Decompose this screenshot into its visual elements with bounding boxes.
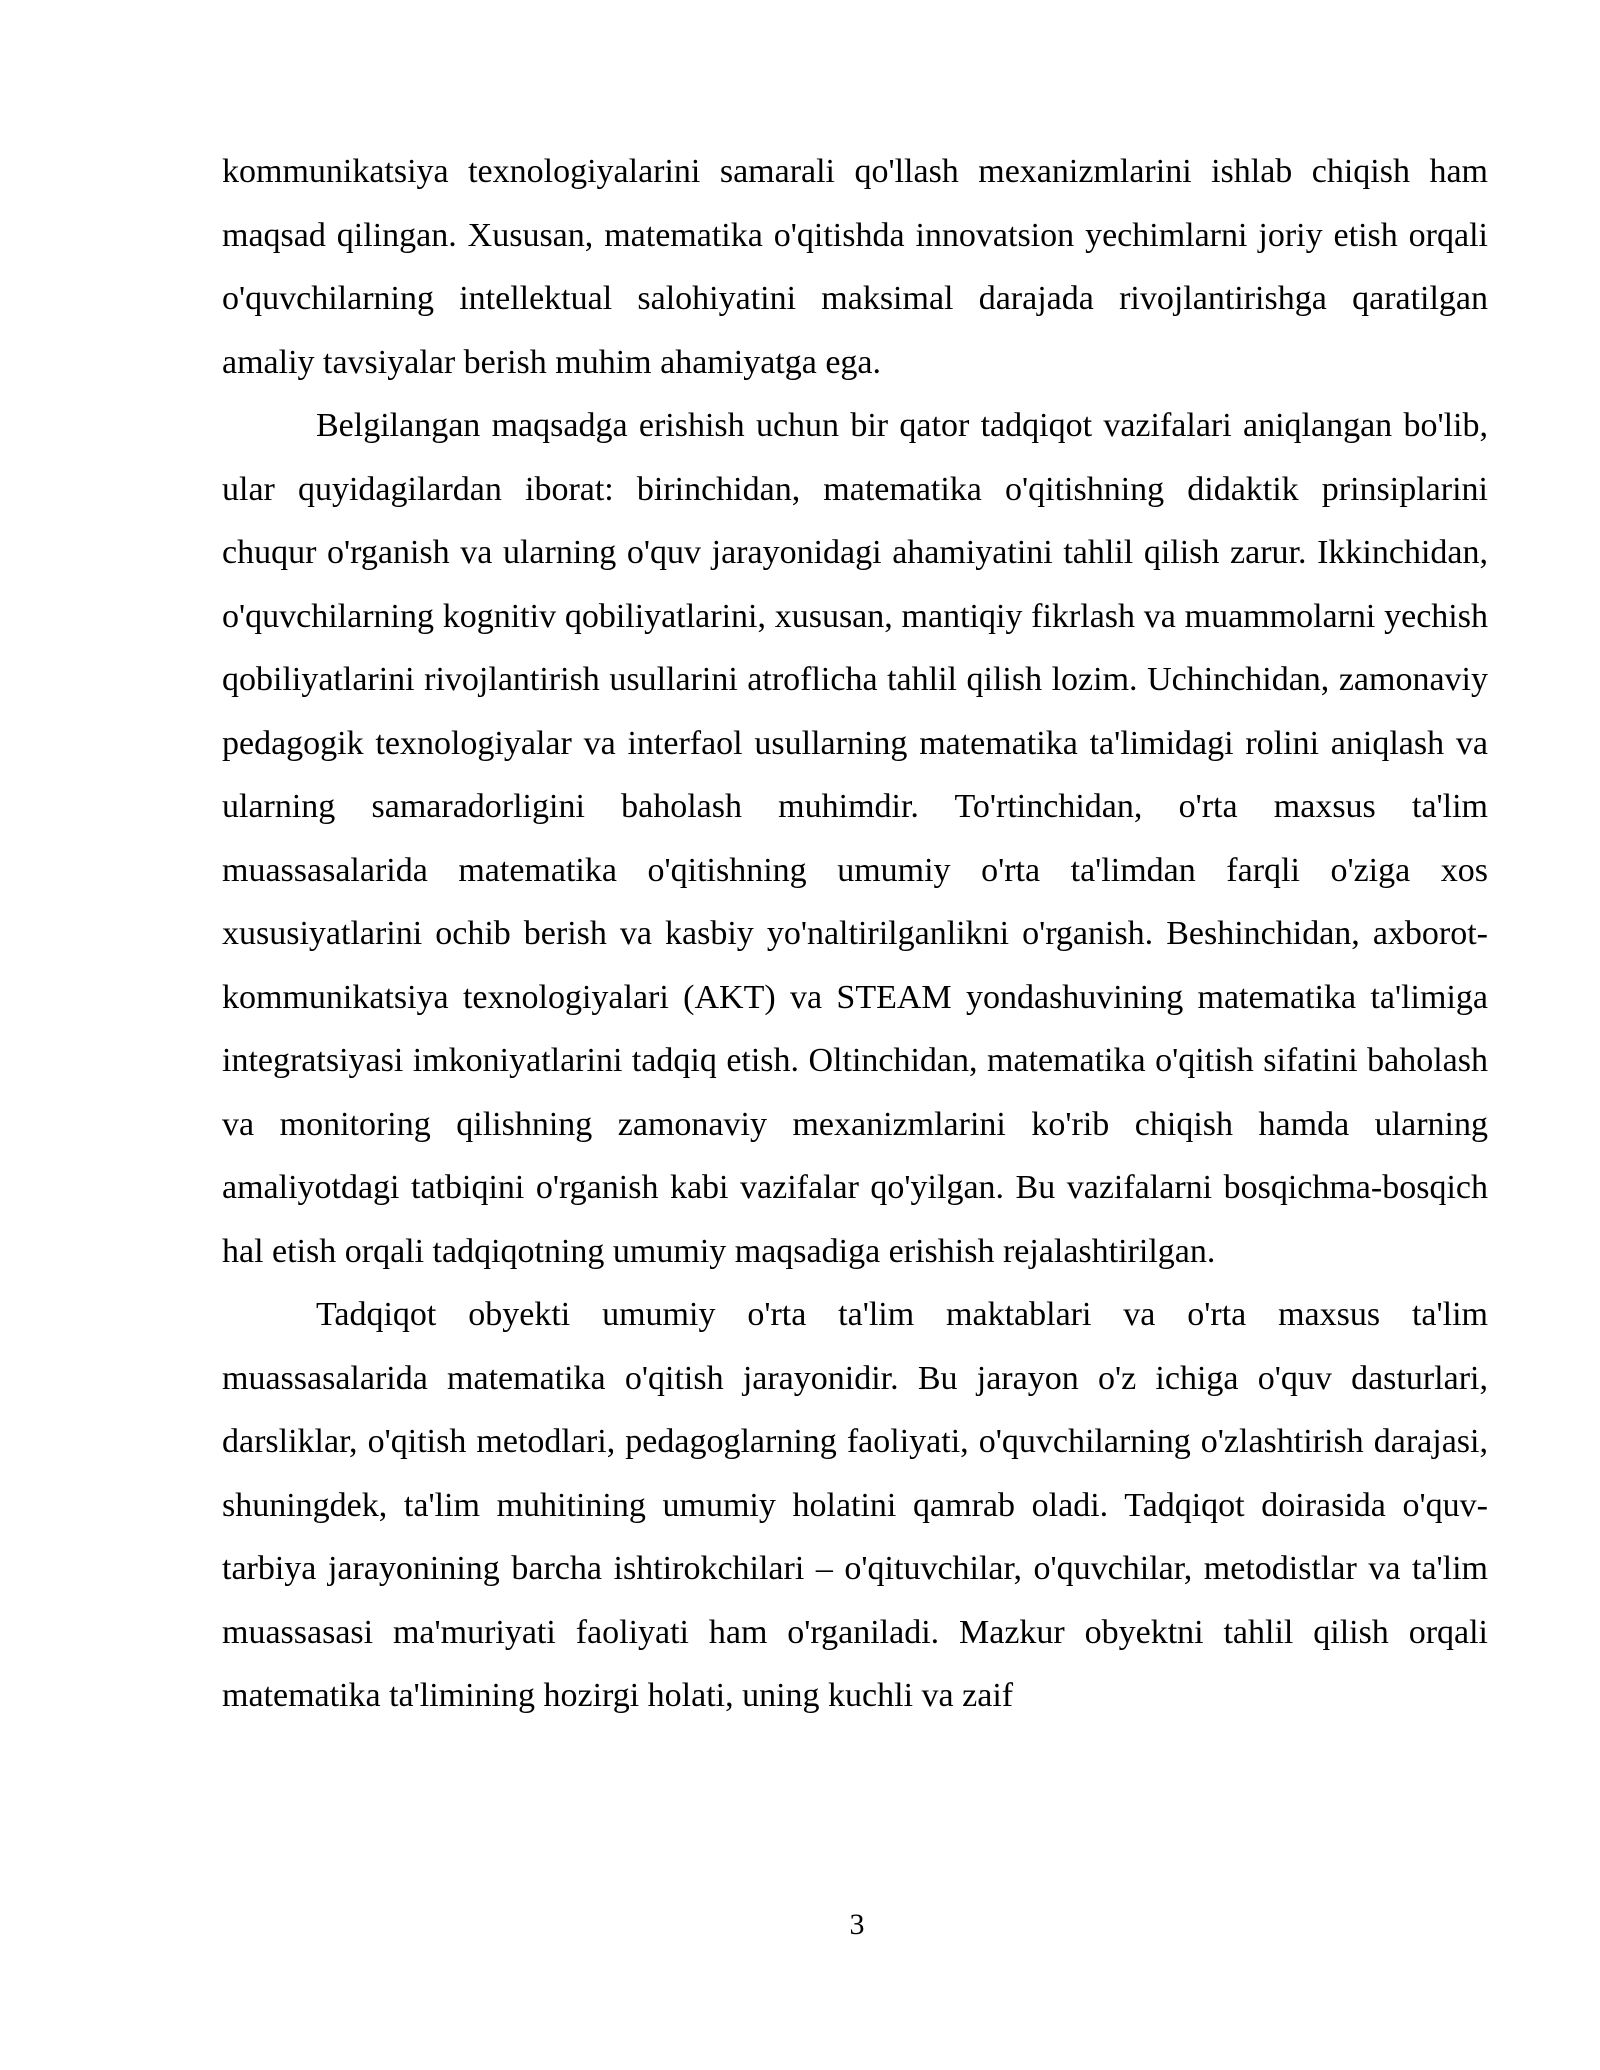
page-number: 3 <box>849 1908 865 1941</box>
body-text <box>222 140 1488 1728</box>
paragraph-continuation: kommunikatsiya texnologiyalarini samarali qo'llash mexanizmlarini ishlab chiqish ham maqsad qilingan. Xususan, matematika o'qitishda innovatsion yechimlarni joriy etish orqali o'quvchilarning intellektual salohiyatini maksimal darajada rivojlantirishga qaratilgan amaliy tavsiyalar berish muhim ahamiyatga ega. <box>222 153 1488 381</box>
paragraph-research-tasks: Belgilangan maqsadga erishish uchun bir qator tadqiqot vazifalari aniqlangan bo'lib, ular quyidagilardan iborat: birinchidan, matematika o'qitishning didaktik prinsiplarini chuqur o'rganish va ularning o'quv jarayonidagi ahamiyatini tahlil qilish zarur. Ikkinchidan, o'quvchilarning kognitiv qobiliyatlarini, xususan, mantiqiy fikrlash va muammolarni yechish qobiliyatlarini rivojlantirish usullarini atroflicha tahlil qilish lozim. Uchinchidan, zamonaviy pedagogik texnologiyalar va interfaol usullarning matematika ta'limidagi rolini aniqlash va ularning samaradorligini baholash muhimdir. To'rtinchidan, o'rta maxsus ta'lim muassasalarida matematika o'qitishning umumiy o'rta ta'limdan farqli o'ziga xos xususiyatlarini ochib berish va kasbiy yo'naltirilganlikni o'rganish. Beshinchidan, axborot-kommunikatsiya texnologiyalari (AKT) va STEAM yondashuvining matematika ta'limiga integratsiyasi imkoniyatlarini tadqiq etish. Oltinchidan, matematika o'qitish sifatini baholash va monitoring qilishning zamonaviy mexanizmlarini ko'rib chiqish hamda ularning amaliyotdagi tatbiqini o'rganish kabi vazifalar qo'yilgan. Bu vazifalarni bosqichma-bosqich hal etish orqali tadqiqotning umumiy maqsadiga erishish rejalashtirilgan. <box>222 407 1488 1270</box>
paragraph-research-object: Tadqiqot obyekti umumiy o'rta ta'lim maktablari va o'rta maxsus ta'lim muassasalarida matematika o'qitish jarayonidir. Bu jarayon o'z ichiga o'quv dasturlari, darsliklar, o'qitish metodlari, pedagoglarning faoliyati, o'quvchilarning o'zlashtirish darajasi, shuningdek, ta'lim muhitining umumiy holatini qamrab oladi. Tadqiqot doirasida o'quv-tarbiya jarayonining barcha ishtirokchilari – o'qituvchilar, o'quvchilar, metodistlar va ta'lim muassasasi ma'muriyati faoliyati ham o'rganiladi. Mazkur obyektni tahlil qilish orqali matematika ta'limining hozirgi holati, uning kuchli va zaif <box>222 1296 1488 1714</box>
